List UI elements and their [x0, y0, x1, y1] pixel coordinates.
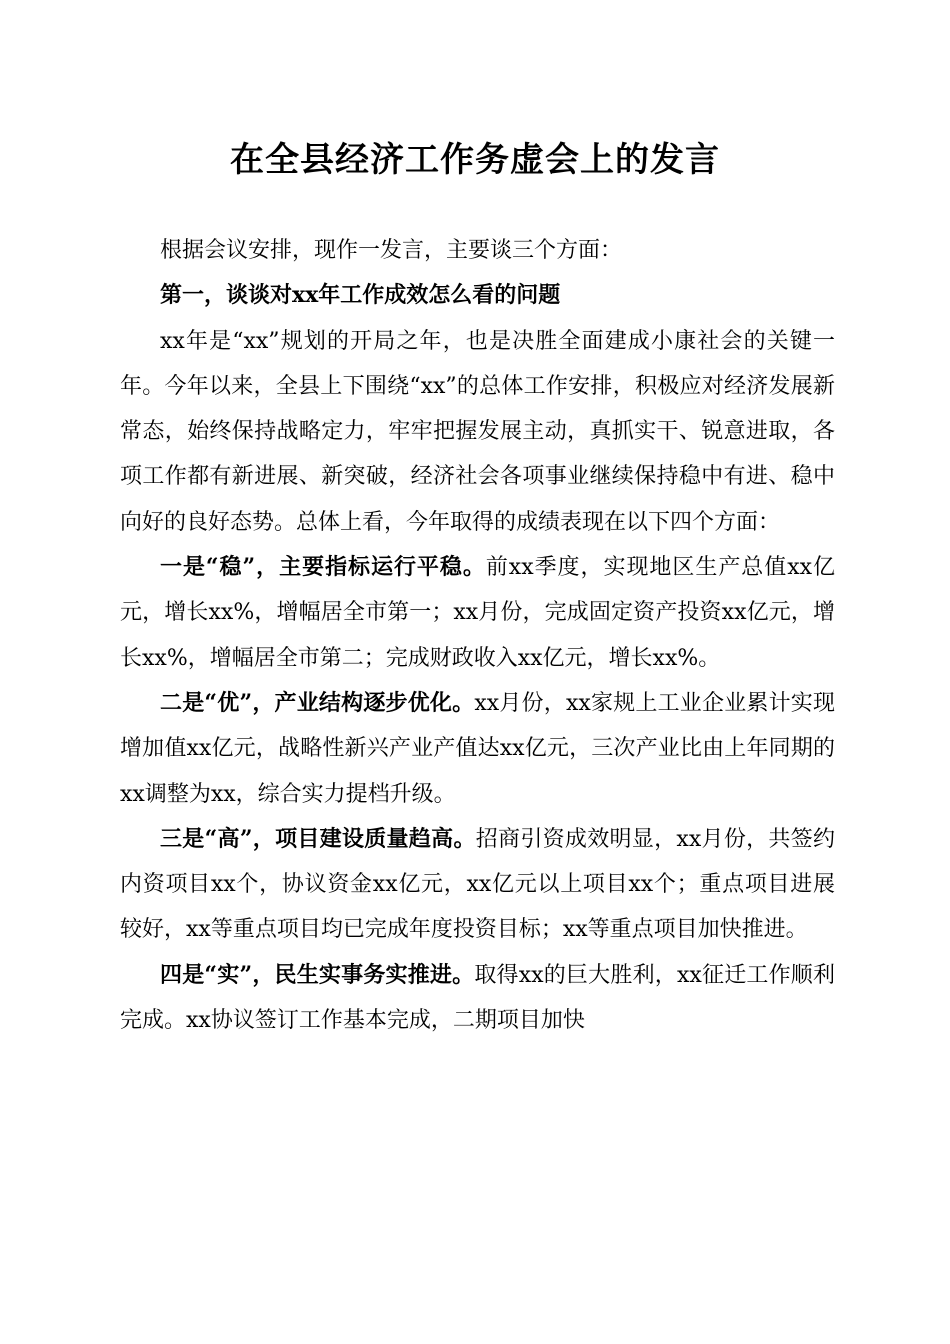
point-text: 招商引资成效明显，xx月份，共签约内资项目xx个，协议资金xx亿元，xx亿元以上项目xx个；重点项目进展较好，xx等重点项目均已完成年度投资目标；xx等重点项目加快推进。	[120, 826, 835, 943]
point-paragraph-3	[120, 817, 835, 953]
section-heading: 第一，谈谈对xx年工作成效怎么看的问题	[160, 282, 561, 309]
point-text: xx月份，xx家规上工业企业累计实现增加值xx亿元，战略性新兴产业产值达xx亿元，三次产业比由上年同期的xx调整为xx，综合实力提档升级。	[120, 690, 835, 807]
overview-paragraph: xx年是“xx”规划的开局之年，也是决胜全面建成小康社会的关键一年。今年以来，全县上下围绕“xx”的总体工作安排，积极应对经济发展新常态，始终保持战略定力，牢牢把握发展主动，真抓实干、锐意进取，各项工作都有新进展、新突破，经济社会各项事业继续保持稳中有进、稳中向好的良好态势。总体上看，今年取得的成绩表现在以下四个方面：	[120, 328, 835, 535]
point-text: 取得xx的巨大胜利，xx征迁工作顺利完成。xx协议签订工作基本完成，二期项目加快	[120, 962, 835, 1034]
document-body	[120, 228, 835, 1043]
point-paragraph-2	[120, 681, 835, 817]
document-title: 在全县经济工作务虚会上的发言	[230, 140, 720, 180]
point-paragraph-4	[120, 953, 835, 1044]
point-heading: 三是“高”，项目建设质量趋高。	[160, 825, 476, 852]
point-heading: 二是“优”，产业结构逐步优化。	[160, 689, 475, 716]
point-paragraph-1	[120, 545, 835, 681]
intro-paragraph: 根据会议安排，现作一发言，主要谈三个方面：	[160, 238, 623, 263]
point-heading: 一是“稳”，主要指标运行平稳。	[160, 554, 486, 581]
point-text: 前xx季度，实现地区生产总值xx亿元，增长xx%，增幅居全市第一；xx月份，完成固定资产投资xx亿元，增长xx%，增幅居全市第二；完成财政收入xx亿元，增长xx%。	[120, 555, 835, 671]
point-heading: 四是“实”，民生实事务实推进。	[160, 961, 475, 988]
